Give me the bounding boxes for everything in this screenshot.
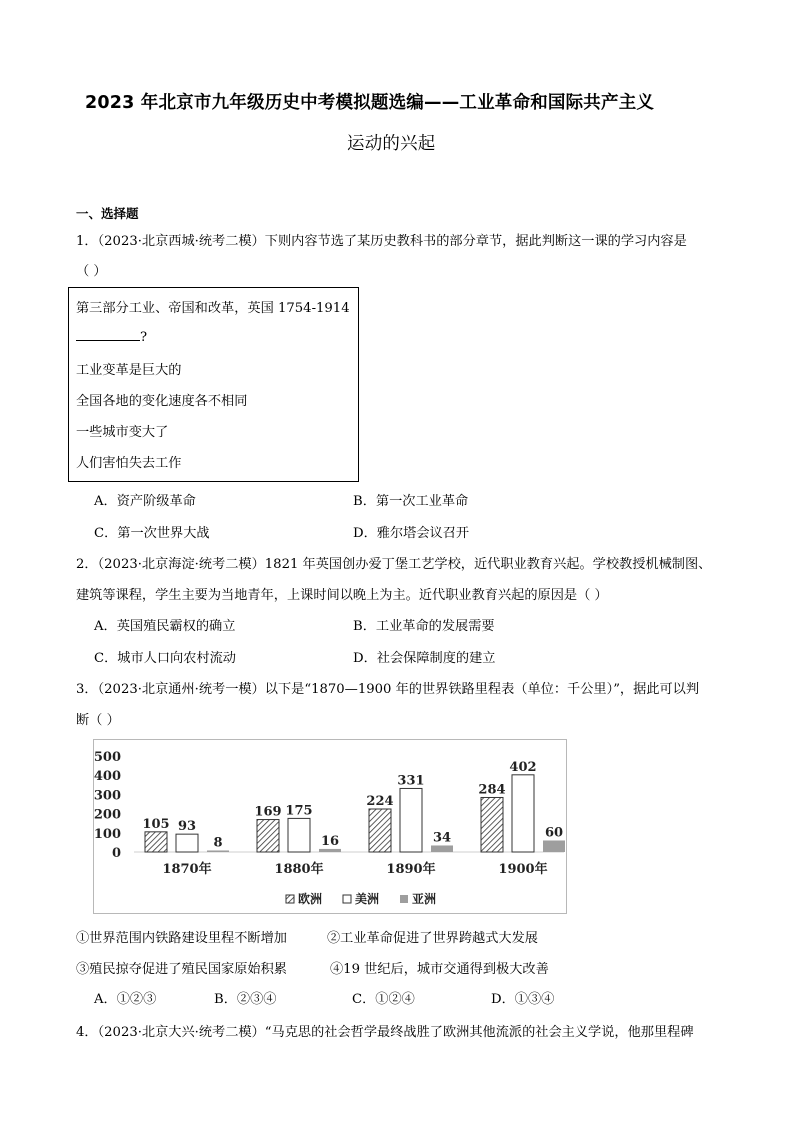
x-category-label: 1880年 bbox=[274, 862, 324, 877]
q4-stem-line-1: 4．（2023·北京大兴·统考二模）“马克思的社会哲学最终战胜了欧洲其他流派的社会主义学说，他那里程碑 bbox=[76, 1025, 694, 1040]
excerpt-line: 一些城市变大了 bbox=[76, 425, 169, 440]
legend-label: 亚洲 bbox=[412, 892, 437, 906]
q1-stem-line-1: 1．（2023·北京西城·统考二模）下则内容节选了某历史教科书的部分章节，据此判断这一课的学习内容是 bbox=[76, 234, 687, 249]
bar-亚洲 bbox=[319, 849, 341, 852]
bar-value-label: 34 bbox=[432, 830, 452, 846]
x-category-label: 1890年 bbox=[386, 862, 436, 877]
q3-statement-3: ③殖民掠夺促进了殖民国家原始积累 bbox=[76, 962, 287, 977]
bar-value-label: 105 bbox=[142, 816, 170, 832]
x-category-label: 1870年 bbox=[162, 862, 212, 877]
q2-option-a[interactable]: A．英国殖民霸权的确立 bbox=[94, 619, 236, 634]
legend-swatch-美洲 bbox=[343, 895, 351, 903]
bar-欧洲 bbox=[369, 809, 391, 852]
q1-option-c[interactable]: C．第一次世界大战 bbox=[94, 526, 210, 541]
legend-swatch-欧洲 bbox=[286, 895, 294, 903]
bar-欧洲 bbox=[145, 832, 167, 852]
q3-option-a[interactable]: A．①②③ bbox=[94, 992, 157, 1007]
bar-value-label: 224 bbox=[366, 793, 394, 809]
bar-value-label: 284 bbox=[478, 782, 506, 798]
bar-亚洲 bbox=[543, 840, 565, 852]
q3-stem-line-1: 3．（2023·北京通州·统考一模）以下是“1870—1900 年的世界铁路里程表（单位：千公里）”，据此可以判 bbox=[76, 682, 700, 697]
bar-亚洲 bbox=[431, 845, 453, 852]
excerpt-blank-suffix: ? bbox=[140, 330, 148, 345]
bar-欧洲 bbox=[257, 820, 279, 852]
y-tick-label: 300 bbox=[94, 788, 121, 804]
bar-value-label: 175 bbox=[285, 803, 313, 819]
q3-option-c[interactable]: C．①②④ bbox=[352, 992, 415, 1007]
q3-stem-line-2: 断（ ） bbox=[76, 713, 120, 728]
x-category-label: 1900年 bbox=[498, 862, 548, 877]
bar-美洲 bbox=[176, 834, 198, 852]
bar-value-label: 8 bbox=[213, 835, 223, 851]
q3-statement-4: ④19 世纪后，城市交通得到极大改善 bbox=[330, 962, 549, 977]
q2-stem-line-2: 建筑等课程，学生主要为当地青年，上课时间以晚上为主。近代职业教育兴起的原因是（ ） bbox=[76, 588, 608, 603]
excerpt-heading: 第三部分工业、帝国和改革，英国 1754-1914 bbox=[76, 301, 350, 316]
bar-value-label: 331 bbox=[397, 773, 425, 789]
y-tick-label: 0 bbox=[111, 846, 121, 861]
q1-stem-line-2: （ ） bbox=[76, 264, 107, 279]
excerpt-line: 人们害怕失去工作 bbox=[76, 456, 182, 471]
excerpt-blank bbox=[76, 328, 140, 341]
bar-value-label: 169 bbox=[254, 804, 282, 820]
section-heading: 一、选择题 bbox=[76, 206, 139, 221]
bar-欧洲 bbox=[481, 797, 503, 852]
page-title-line-1: 2023 年北京市九年级历史中考模拟题选编——工业革命和国际共产主义 bbox=[85, 93, 655, 113]
q3-statement-1: ①世界范围内铁路建设里程不断增加 bbox=[76, 931, 287, 946]
q3-option-d[interactable]: D．①③④ bbox=[491, 992, 555, 1007]
legend-swatch-亚洲 bbox=[400, 895, 408, 903]
bar-美洲 bbox=[512, 775, 534, 852]
y-tick-label: 200 bbox=[94, 807, 121, 823]
q2-stem-line-1: 2．（2023·北京海淀·统考二模）1821 年英国创办爱丁堡工艺学校，近代职业教育兴起。学校教授机械制图、 bbox=[76, 557, 712, 572]
y-tick-label: 100 bbox=[94, 826, 121, 842]
bar-value-label: 402 bbox=[509, 759, 537, 775]
excerpt-blank-line bbox=[76, 328, 147, 345]
bar-美洲 bbox=[400, 788, 422, 852]
q3-option-b[interactable]: B．②③④ bbox=[214, 992, 277, 1007]
bar-亚洲 bbox=[207, 850, 229, 852]
y-tick-label: 500 bbox=[94, 750, 121, 765]
bar-value-label: 60 bbox=[544, 825, 564, 841]
railway-mileage-chart bbox=[94, 740, 566, 913]
q1-option-a[interactable]: A．资产阶级革命 bbox=[94, 494, 196, 509]
excerpt-line: 工业变革是巨大的 bbox=[76, 363, 182, 378]
q3-statement-2: ②工业革命促进了世界跨越式大发展 bbox=[327, 931, 538, 946]
q2-option-d[interactable]: D．社会保障制度的建立 bbox=[353, 651, 496, 666]
q2-option-c[interactable]: C．城市人口向农村流动 bbox=[94, 651, 236, 666]
q1-option-d[interactable]: D．雅尔塔会议召开 bbox=[353, 526, 470, 541]
excerpt-line: 全国各地的变化速度各不相同 bbox=[76, 394, 248, 409]
y-tick-label: 400 bbox=[94, 769, 121, 785]
bar-value-label: 93 bbox=[177, 819, 197, 835]
railway-mileage-chart-frame bbox=[93, 739, 567, 914]
bar-value-label: 16 bbox=[320, 833, 340, 849]
q1-textbook-excerpt-box bbox=[68, 287, 359, 482]
page-title-line-2: 运动的兴起 bbox=[347, 134, 436, 154]
legend-label: 欧洲 bbox=[298, 892, 323, 906]
legend-label: 美洲 bbox=[355, 892, 380, 906]
bar-美洲 bbox=[288, 818, 310, 852]
q2-option-b[interactable]: B．工业革命的发展需要 bbox=[353, 619, 495, 634]
q1-option-b[interactable]: B．第一次工业革命 bbox=[353, 494, 469, 509]
